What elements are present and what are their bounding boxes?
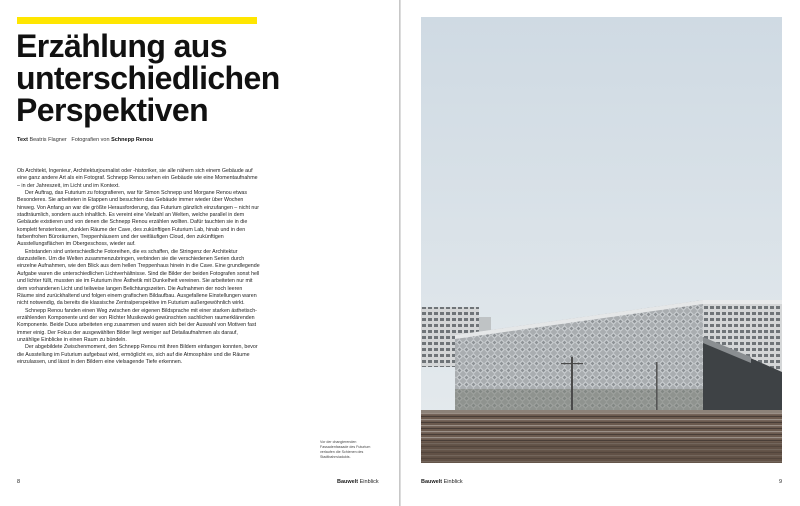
headline — [16, 30, 316, 126]
credits-text-label: Text — [17, 137, 28, 143]
body-paragraph: Entstanden sind unterschiedliche Fotoreihen, die es schaffen, die Stringenz der Architektur darzustellen. Um die Welten zusammenzubringen, verbinden sie die verschiedenen Serien durch einzelne Aufnahmen, wie den Blick aus dem hellen Treppenhaus hinein in die Cave. Eine grundlegende Aufgabe waren die unterschiedlichen Lichtverhältnisse. Sind die Bilder der beiden Fotografen sonst hell und lichter füllt, mussten sie im Futurium ihre Ästhetik mit Dunkelheit vereinen. Sie arbeiteten nur mit dem vorhandenen Licht und teilweise langen Belichtungszeiten. Die Aufnahmen der noch leeren Räume sind zurückhaltend und folgen einem grafischen Bildaufbau. Ausgefallene Einstellungen waren nicht notwendig, da bereits die klassische Zentralperspektive im Futurium außergewöhnlich wirkt. — [17, 248, 260, 307]
credits-photo-label: Fotografien von — [71, 137, 110, 143]
photo-caption: Vor der changierenden Fassadenfassade des Futurium verlaufen die Schienen des Stadtbahnviadukts. — [320, 440, 371, 459]
folio-magazine-name: Bauwelt — [337, 479, 359, 485]
page-number-left: 8 — [17, 479, 21, 485]
credits-photographer: Schnepp Renou — [111, 137, 153, 143]
body-paragraph: Der Auftrag, das Futurium zu fotografieren, war für Simon Schnepp und Morgane Renou etwas Besonderes. Sie arbeiteten in Etappen und besuchten das Gebäude immer wieder über Wochen hinweg. Von Anfang an war die größte Herausforderung, das Futurium gänzlich einzufangen – nicht nur stadträumlich, sondern auch inhaltlich. Es vereint eine Vielzahl an Welten, welche parallel in dem Gebäude existieren und von denen die Schnepp Renou erzählen wollten. Dafür tauchten sie in die komplett fensterlosen, dunklen Räume der Cave, des zukünftigen Futurium Lab, hinab und in den farbenfrohen Büroräumen, Treppenhäusern und der weitläufigen Cloud, den zukünftigen Ausstellungsflächen im Obergeschoss, wieder auf. — [17, 190, 260, 248]
accent-bar — [17, 17, 257, 24]
headline-line: unterschiedlichen — [16, 60, 280, 96]
credits-line — [17, 137, 317, 144]
folio-magazine-left — [337, 479, 379, 486]
body-paragraph: Schnepp Renou fanden einen Weg zwischen der eigenen Bildsprache mit einer starken ästhetisch-erzählenden Komponente und der von Richter Musikowski gewünschten sachlichen raumerklärenden Komponente. Beide Duos arbeiteten eng zusammen und waren sich bei der Auswahl von Motiven fast immer einig. Der Fokus der ausgewählten Bilder liegt weniger auf Detailaufnahmen als darauf, unzählige Einblicke in einen Raum zu bündeln. — [17, 307, 257, 343]
left-page — [0, 0, 399, 506]
futurium-facade-photo — [421, 17, 782, 463]
headline-line: Erzählung aus — [16, 28, 227, 64]
headline-line: Perspektiven — [16, 92, 209, 128]
page-number-right: 9 — [778, 479, 782, 485]
folio-section-name: Einblick — [443, 479, 463, 485]
photo-illustration — [421, 17, 782, 463]
folio-magazine-right — [421, 479, 463, 486]
body-paragraph: Ob Architekt, Ingenieur, Architekturjournalist oder -historiker, sie alle nähern sich einem Gebäude auf eine ganz andere Art als ein Fotograf. Schnepp Renou sehen ein Gebäude wie eine Momentaufnahme – in der Jahreszeit, im Licht und im Kontext. — [17, 168, 258, 189]
right-page — [401, 0, 800, 506]
credits-author: Beatris Flagner — [29, 137, 67, 143]
body-paragraph: Der abgebildete Zwischenmoment, den Schnepp Renou mit ihren Bildern einfangen konnten, bevor die Ausstellung im Futurium aufgebaut wird, ermöglicht es, sich auf die Atmosphäre und die Räume einzulassen, und lässt in den Bildern eine vielsagende Tiefe erkennen. — [17, 344, 258, 365]
folio-magazine-name: Bauwelt — [421, 479, 443, 485]
article-body — [17, 168, 260, 366]
folio-section-name: Einblick — [359, 479, 379, 485]
